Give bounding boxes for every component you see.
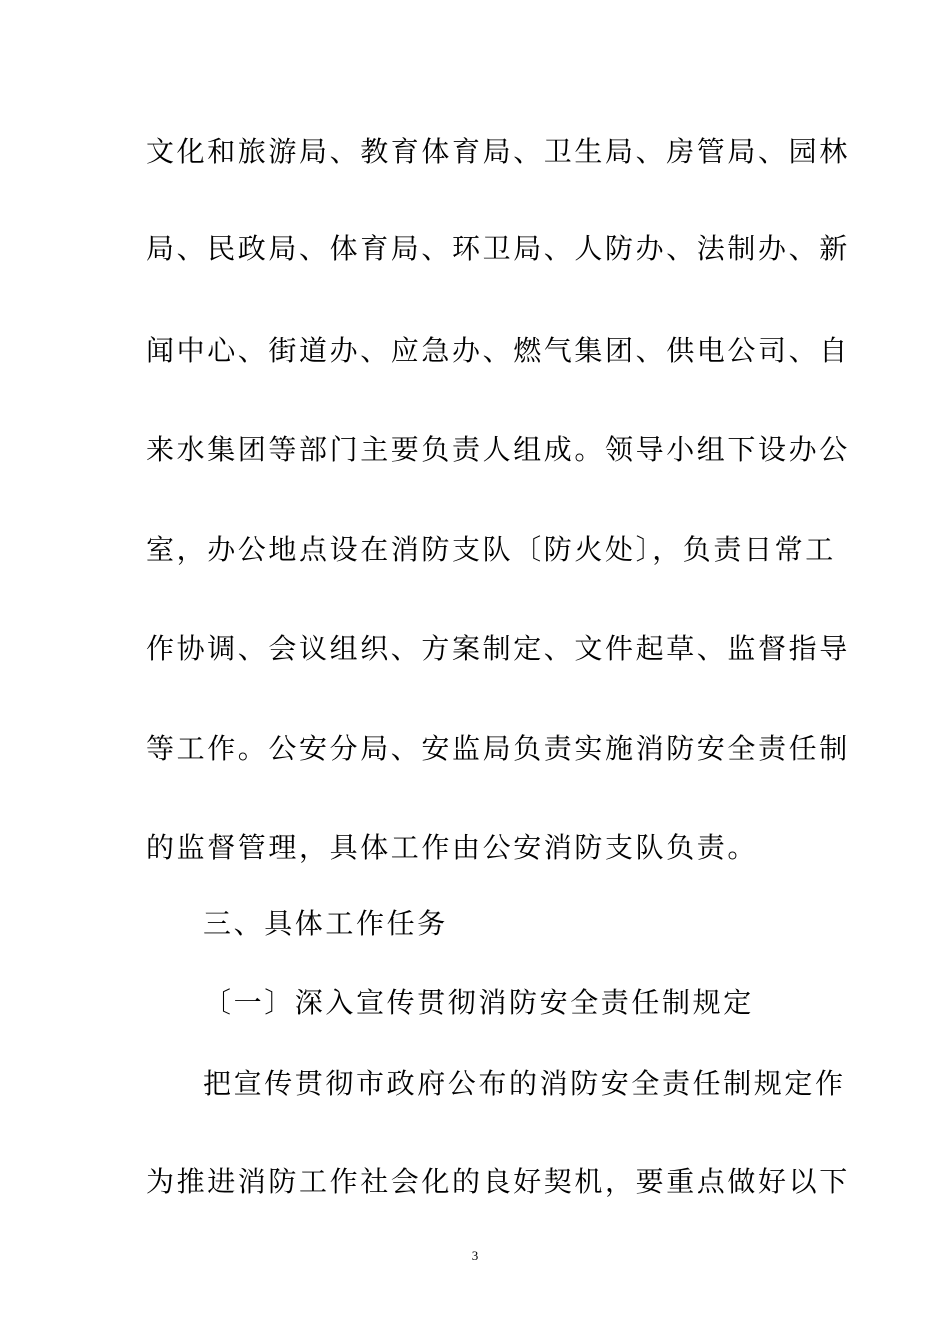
body-text-line: 局、民政局、体育局、环卫局、人防办、法制办、新 [146, 232, 850, 265]
body-text-line: 作协调、会议组织、方案制定、文件起草、监督指导 [146, 632, 850, 665]
paragraph-first-line: 把宣传贯彻市政府公布的消防安全责任制规定作 [203, 1067, 846, 1100]
body-text-line: 室，办公地点设在消防支队〔防火处〕，负责日常工 [146, 533, 836, 566]
body-text-line: 等工作。公安分局、安监局负责实施消防安全责任制 [146, 732, 850, 765]
body-text-line: 来水集团等部门主要负责人组成。领导小组下设办公 [146, 433, 850, 466]
subsection-heading: 〔一〕深入宣传贯彻消防安全责任制规定 [203, 986, 754, 1019]
body-text-line: 文化和旅游局、教育体育局、卫生局、房管局、园林 [146, 135, 850, 168]
body-text-line: 的监督管理，具体工作由公安消防支队负责。 [146, 831, 759, 864]
body-text-line: 为推进消防工作社会化的良好契机，要重点做好以下 [146, 1165, 850, 1198]
page-number: 3 [471, 1248, 479, 1263]
body-text-line: 闻中心、街道办、应急办、燃气集团、供电公司、自 [146, 334, 850, 367]
section-heading: 三、具体工作任务 [203, 907, 448, 940]
